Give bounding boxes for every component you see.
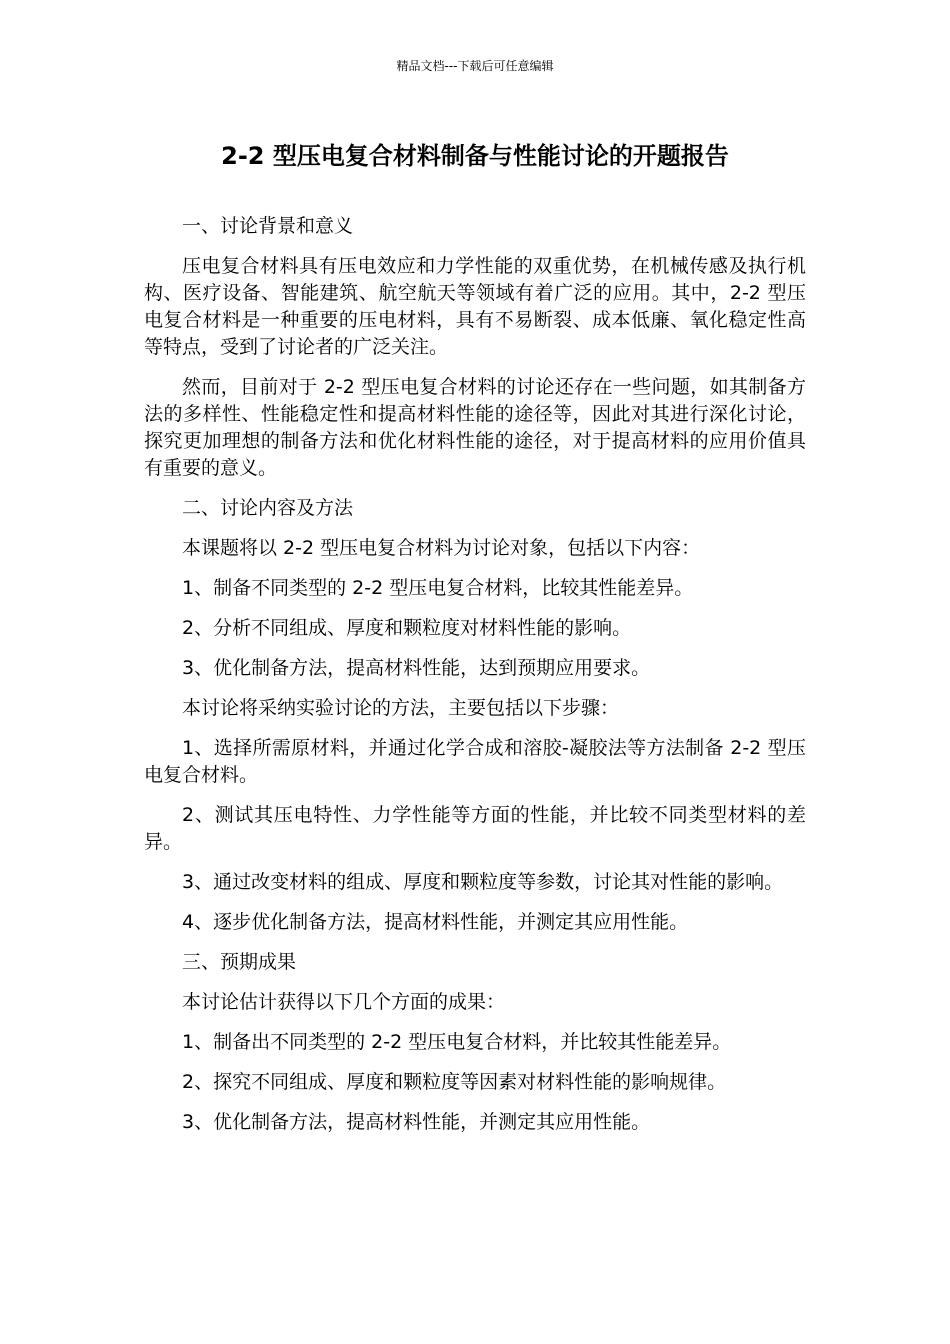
section-heading-expected-results: 三、预期成果 [182,951,297,973]
list-item: 1、制备出不同类型的 2-2 型压电复合材料，并比较其性能差异。 [182,1031,732,1053]
paragraph: 本讨论估计获得以下几个方面的成果： [182,991,506,1013]
list-item: 3、通过改变材料的组成、厚度和颗粒度等参数，讨论其对性能的影响。 [182,871,784,893]
list-item: 1、制备不同类型的 2-2 型压电复合材料，比较其性能差异。 [182,577,694,599]
list-item: 4、逐步优化制备方法，提高材料性能，并测定其应用性能。 [182,911,689,933]
paragraph: 本课题将以 2-2 型压电复合材料为讨论对象，包括以下内容： [182,537,701,559]
section-heading-content-method: 二、讨论内容及方法 [182,497,354,519]
list-item: 3、优化制备方法，提高材料性能，并测定其应用性能。 [182,1111,651,1133]
document-body [144,213,806,1149]
list-item: 3、优化制备方法，提高材料性能，达到预期应用要求。 [182,657,651,679]
paragraph: 然而，目前对于 2-2 型压电复合材料的讨论还存在一些问题，如其制备方法的多样性、性能稳定性和提高材料性能的途径等，因此对其进行深化讨论，探究更加理想的制备方法和优化材料性能的途径，对于提高材料的应用价值具有重要的意义。 [144,376,806,479]
section-heading-background: 一、讨论背景和意义 [182,215,354,237]
paragraph: 本讨论将采纳实验讨论的方法，主要包括以下步骤： [182,697,620,719]
list-item: 2、探究不同组成、厚度和颗粒度等因素对材料性能的影响规律。 [182,1071,727,1093]
list-item: 2、分析不同组成、厚度和颗粒度对材料性能的影响。 [182,617,632,639]
list-item: 2、测试其压电特性、力学性能等方面的性能，并比较不同类型材料的差异。 [144,804,806,853]
paragraph: 压电复合材料具有压电效应和力学性能的双重优势，在机械传感及执行机构、医疗设备、智能建筑、航空航天等领域有着广泛的应用。其中，2-2 型压电复合材料是一种重要的压电材料，具有不易断裂、成本低廉、氧化稳定性高等特点，受到了讨论者的广泛关注。 [144,255,806,358]
list-item: 1、选择所需原材料，并通过化学合成和溶胶-凝胶法等方法制备 2-2 型压电复合材料。 [144,737,806,786]
document-title: 2-2 型压电复合材料制备与性能讨论的开题报告 [221,142,729,170]
page-header: 精品文档---下载后可任意编辑 [396,59,554,73]
